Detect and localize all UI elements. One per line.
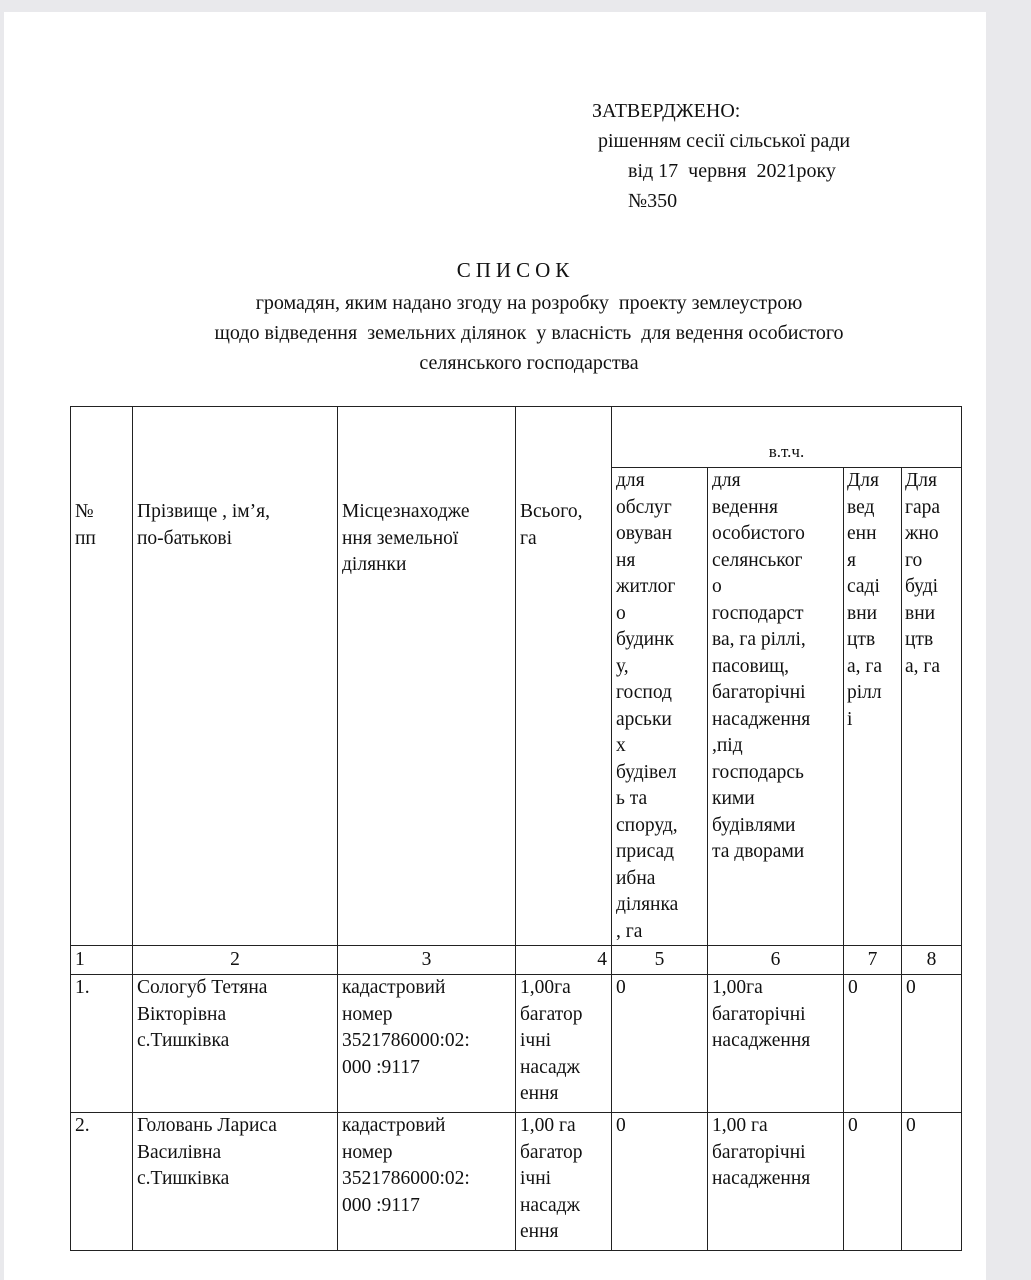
document-title: СПИСОК [456, 258, 575, 282]
parcel-location: кадастровий номер 3521786000:02: 000 :9117 [338, 975, 516, 1113]
parcel-location: кадастровий номер 3521786000:02: 000 :9117 [338, 1113, 516, 1251]
approval-date: від 17 червня 2021року [628, 160, 836, 182]
parcel-total: 1,00га багатор ічні насадж ення [516, 975, 612, 1113]
table-row [71, 1113, 962, 1251]
approval-block [592, 96, 850, 216]
subtitle-line-3: селянського господарства [419, 352, 639, 374]
header-col8: Для гара жно го буді вни цтв а, га [902, 468, 962, 946]
approval-heading: ЗАТВЕРДЖЕНО: [592, 100, 741, 122]
column-number: 6 [708, 946, 844, 975]
column-number: 3 [338, 946, 516, 975]
header-col7: Для вед енн я саді вни цтв а, га рілл і [844, 468, 902, 946]
row-number: 1. [71, 975, 133, 1113]
header-row [71, 407, 962, 468]
parcel-col5: 0 [612, 1113, 708, 1251]
citizens-table [70, 406, 962, 1251]
column-number-row [71, 946, 962, 975]
header-col6: для ведення особистого селянськог о господарст ва, га ріллі, пасовищ, багаторічні насадження ,під господарсь кими будівлями та дворами [708, 468, 844, 946]
table-row [71, 975, 962, 1113]
parcel-col8: 0 [902, 1113, 962, 1251]
column-number: 1 [71, 946, 133, 975]
citizen-name: Сологуб Тетяна Вікторівна с.Тишківка [133, 975, 338, 1113]
approval-decision: рішенням сесії сільської ради [598, 130, 851, 152]
header-total: Всього, га [516, 407, 612, 946]
parcel-col5: 0 [612, 975, 708, 1113]
document-subtitle [0, 288, 1031, 378]
column-number: 4 [516, 946, 612, 975]
parcel-col6: 1,00 га багаторічні насадження [708, 1113, 844, 1251]
parcel-col7: 0 [844, 975, 902, 1113]
row-number: 2. [71, 1113, 133, 1251]
header-name: Прізвище , ім’я, по-батькові [133, 407, 338, 946]
header-number: № пп [71, 407, 133, 946]
column-number: 7 [844, 946, 902, 975]
parcel-col8: 0 [902, 975, 962, 1113]
column-number: 2 [133, 946, 338, 975]
header-including: в.т.ч. [612, 407, 962, 468]
header-col5: для обслуг овуван ня житлог о будинк у, господ арськи х будівел ь та споруд, присад ибна ділянка , га [612, 468, 708, 946]
approval-number: №350 [628, 190, 678, 212]
subtitle-line-1: громадян, яким надано згоду на розробку проекту землеустрою [255, 292, 803, 314]
parcel-col6: 1,00га багаторічні насадження [708, 975, 844, 1113]
citizen-name: Головань Лариса Василівна с.Тишківка [133, 1113, 338, 1251]
header-location: Місцезнаходже ння земельної ділянки [338, 407, 516, 946]
parcel-col7: 0 [844, 1113, 902, 1251]
subtitle-line-2: щодо відведення земельних ділянок у власність для ведення особистого [214, 322, 844, 344]
parcel-total: 1,00 га багатор ічні насадж ення [516, 1113, 612, 1251]
column-number: 8 [902, 946, 962, 975]
column-number: 5 [612, 946, 708, 975]
